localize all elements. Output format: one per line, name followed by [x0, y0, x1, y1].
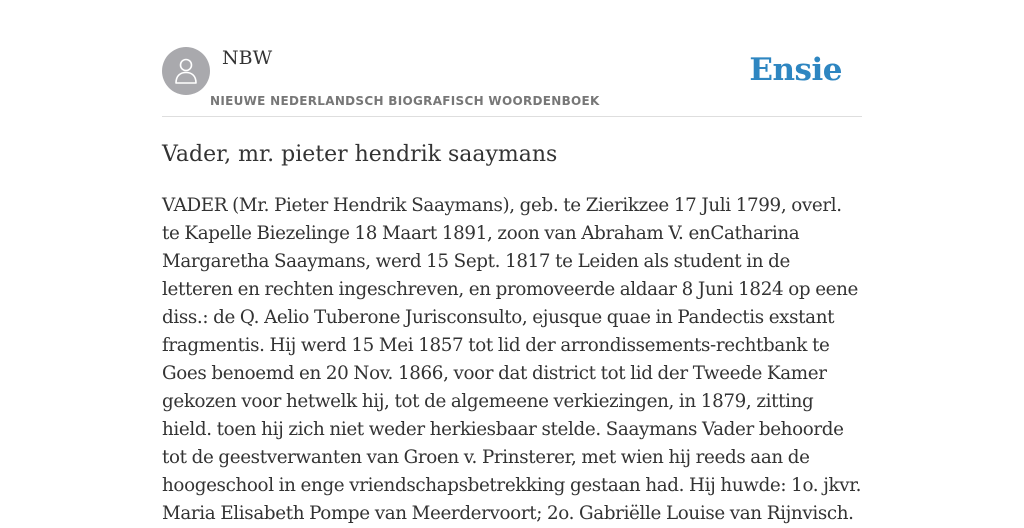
source-full-name: NIEUWE NEDERLANDSCH BIOGRAFISCH WOORDENBOEK — [210, 94, 600, 108]
avatar[interactable] — [162, 47, 210, 95]
article-title: Vader, mr. pieter hendrik saaymans — [162, 142, 558, 167]
article-body: VADER (Mr. Pieter Hendrik Saaymans), geb. te Zierikzee 17 Juli 1799, overl. te Kapelle Biezelinge 18 Maart 1891, zoon van Abraham V. enCatharina Margaretha Saaymans, werd 15 Sept. 1817 te Leiden als student in de letteren en rechten ingeschreven, en promoveerde aldaar 8 Juni 1824 op eene diss.: de Q. Aelio Tuberone Jurisconsulto, ejusque quae in Pandectis exstant fragmentis. Hij werd 15 Mei 1857 tot lid der arrondissements-rechtbank te Goes benoemd en 20 Nov. 1866, voor dat district tot lid der Tweede Kamer gekozen voor hetwelk hij, tot de algemeene verkiezingen, in 1879, zitting hield. toen hij zich niet weder herkiesbaar stelde. Saaymans Vader behoorde tot de geestverwanten van Groen v. Prinsterer, met wien hij reeds aan de hoogeschool in enge vriendschapsbetrekking gestaan had. Hij huwde: 1o. jkvr. Maria Elisabeth Pompe van Meerdervoort; 2o. Gabriëlle Louise van Rijnvisch. — [162, 195, 862, 524]
source-header — [162, 46, 862, 117]
brand-logo[interactable]: Ensie — [749, 52, 842, 88]
user-icon — [174, 57, 198, 85]
source-name[interactable]: NBW — [222, 47, 273, 69]
